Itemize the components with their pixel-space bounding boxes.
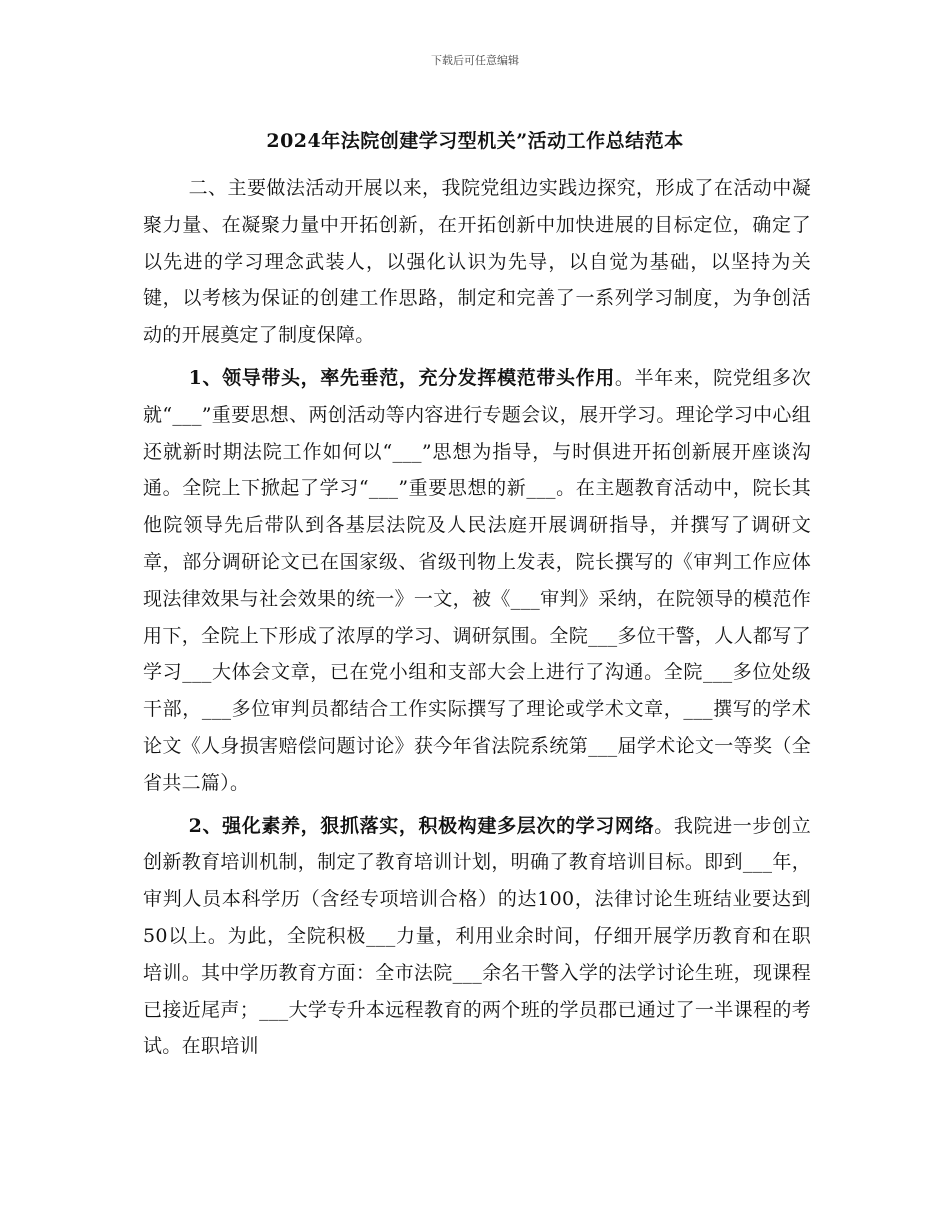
paragraph-text: 。我院进一步创立创新教育培训机制，制定了教育培训计划，明确了教育培训目标。即到___年，审判人员本科学历（含经专项培训合格）的达100，法律讨论生班结业要达到50以上。为此，全院积极___力量，利用业余时间，仔细开展学历教育和在职培训。其中学历教育方面：全市法院___余名干警入学的法学讨论生班，现课程已接近尾声；___大学专升本远程教育的两个班的学员郡已通过了一半课程的考试。在职培训 xyxy=(143,814,812,1058)
paragraph-lead: 2、强化素养，狠抓落实，积极构建多层次的学习网络 xyxy=(188,814,655,837)
paragraph-text: 二、主要做法活动开展以来，我院党组边实践边探究，形成了在活动中凝聚力量、在凝聚力量中开拓创新，在开拓创新中加快进展的目标定位，确定了以先进的学习理念武装人，以强化认识为先导，以自觉为基础，以坚持为关键，以考核为保证的创建工作思路，制定和完善了一系列学习制度，为争创活动的开展奠定了制度保障。 xyxy=(143,177,811,347)
document-title: 2024年法院创建学习型机关”活动工作总结范本 xyxy=(266,130,684,152)
paragraph-text: 。半年来，院党组多次就“___”重要思想、两创活动等内容进行专题会议，展开学习。理论学习中心组还就新时期法院工作如何以“___”思想为指导，与时俱进开拓创新展开座谈沟通。全院上下掀起了学习“___”重要思想的新___。在主题教育活动中，院长其他院领导先后带队到各基层法院及人民法庭开展调研指导，并撰写了调研文章，部分调研论文已在国家级、省级刊物上发表，院长撰写的《审判工作应体现法律效果与社会效果的统一》一文，被《___审判》采纳，在院领导的模范作用下，全院上下形成了浓厚的学习、调研氛围。全院___多位干警，人人都写了学习___大体会文章，已在党小组和支部大会上进行了沟通。全院___多位处级干部，___多位审判员都结合工作实际撰写了理论或学术文章，___撰写的学术论文《人身损害赔偿问题讨论》获今年省法院系统第___届学术论文一等奖（全省共二篇）。 xyxy=(143,366,811,794)
page-header-note: 下载后可任意编辑 xyxy=(431,54,519,67)
paragraph-leadership xyxy=(143,360,811,802)
paragraph-main-methods xyxy=(143,170,811,354)
paragraph-learning-network xyxy=(143,808,811,1066)
document-body xyxy=(143,170,811,1071)
paragraph-lead: 1、领导带头，率先垂范，充分发挥模范带头作用 xyxy=(188,366,615,389)
